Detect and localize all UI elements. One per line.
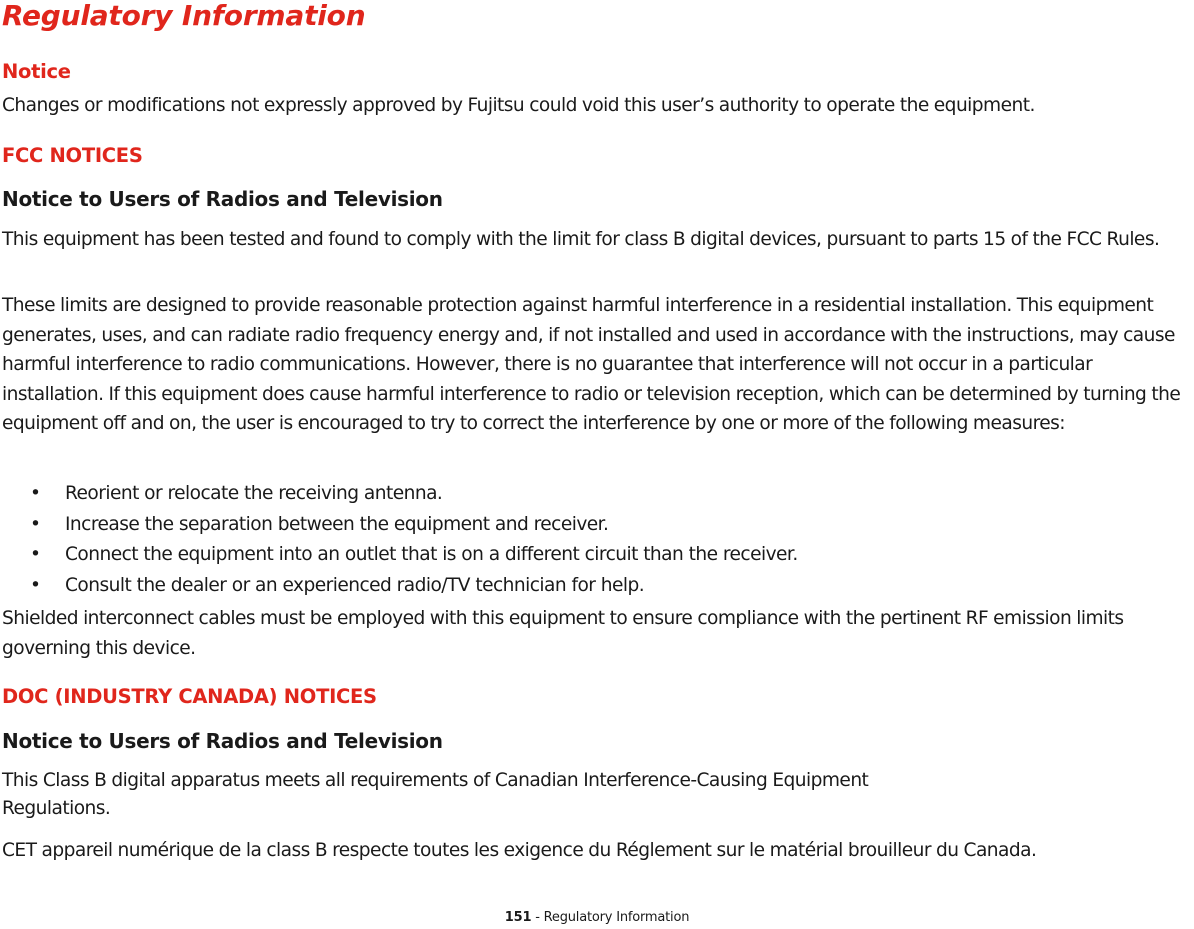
list-item: • Reorient or relocate the receiving antenna. (30, 479, 798, 510)
notice-heading: Notice (2, 60, 71, 83)
list-item: • Increase the separation between the equipment and receiver. (30, 510, 798, 541)
document-page (2, 0, 1192, 929)
page-title: Regulatory Information (2, 0, 366, 32)
list-item: • Connect the equipment into an outlet that is on a different circuit than the receiver. (30, 540, 798, 571)
fcc-closing-paragraph: Shielded interconnect cables must be employed with this equipment to ensure compliance with the pertinent RF emission limits governing this device. (2, 608, 1124, 659)
interference-measures-list (30, 479, 798, 601)
footer-separator: - (531, 910, 544, 925)
doc-french-text: CET appareil numérique de la class B respecte toutes les exigence du Réglement sur le matérial brouilleur du Canada. (2, 840, 1037, 861)
doc-notices-heading: DOC (INDUSTRY CANADA) NOTICES (2, 685, 377, 708)
fcc-paragraph-2: These limits are designed to provide reasonable protection against harmful interference in a residential installation. This equipment generates, uses, and can radiate radio frequency energy and, if not installed and used in accordance with the instructions, may cause harmful interference to radio communications. However, there is no guarantee that interference will not occur in a particular installation. If this equipment does cause harmful interference to radio or television reception, which can be determined by turning the equipment off and on, the user is encouraged to try to correct the interference by one or more of the following measures: (2, 295, 1181, 434)
fcc-subheading: Notice to Users of Radios and Television (2, 187, 443, 211)
notice-text: Changes or modifications not expressly approved by Fujitsu could void this user’s authority to operate the equipment. (2, 95, 1035, 116)
page-footer (2, 908, 1192, 928)
list-item: • Consult the dealer or an experienced radio/TV technician for help. (30, 571, 798, 602)
page-number: 151 (504, 910, 532, 925)
doc-english-line-1: This Class B digital apparatus meets all requirements of Canadian Interference-Causing Equipment (2, 770, 869, 791)
footer-section-label: Regulatory Information (543, 910, 690, 925)
doc-subheading: Notice to Users of Radios and Television (2, 729, 443, 753)
fcc-notices-heading: FCC NOTICES (2, 144, 143, 167)
fcc-paragraph-1: This equipment has been tested and found to comply with the limit for class B digital devices, pursuant to parts 15 of the FCC Rules. (2, 229, 1160, 250)
doc-english-line-2: Regulations. (2, 798, 111, 819)
